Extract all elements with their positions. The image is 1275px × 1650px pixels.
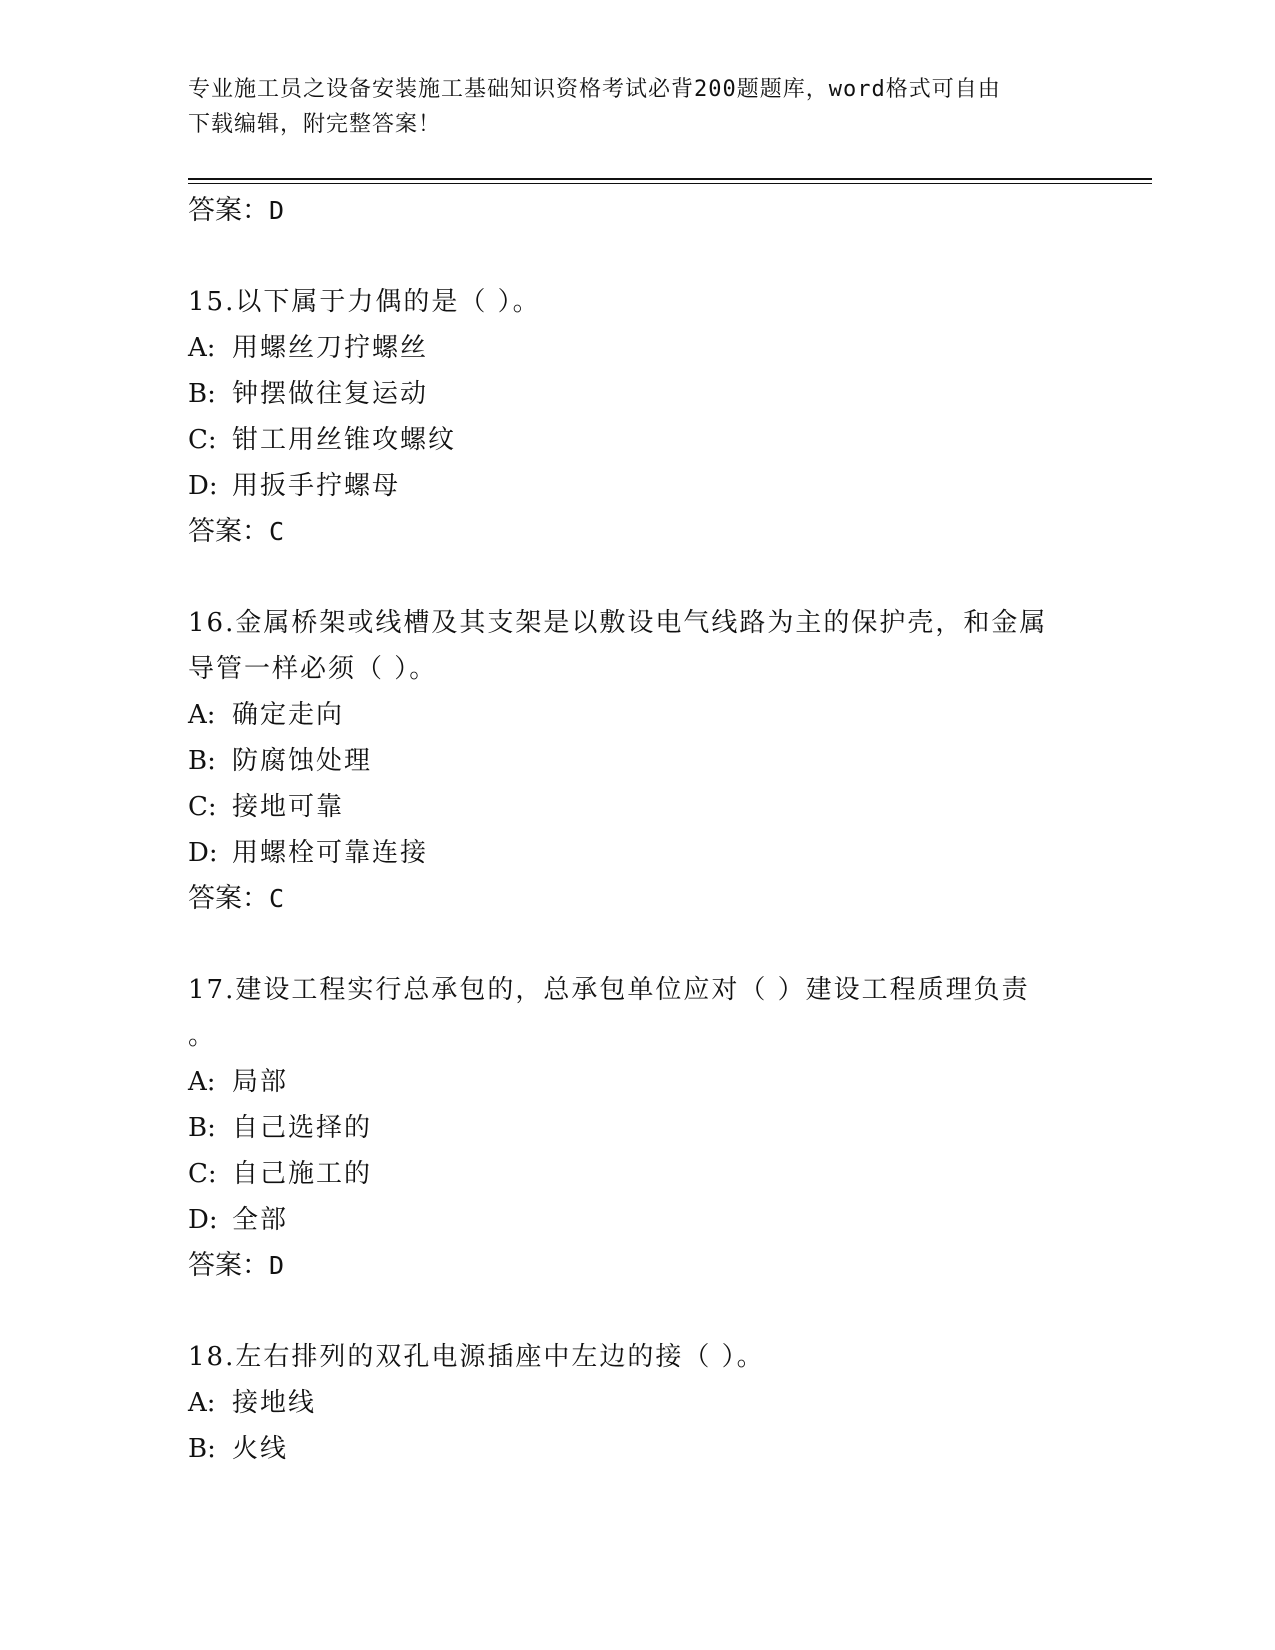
option-text: 接地线	[232, 1388, 317, 1418]
option-text: 局部	[232, 1067, 289, 1097]
option-text: 钟摆做往复运动	[232, 379, 429, 409]
answer	[188, 509, 1088, 555]
option-key: A:	[188, 700, 216, 730]
option-text: 确定走向	[232, 700, 345, 730]
answer	[188, 876, 1088, 922]
option-text: 用螺丝刀拧螺丝	[232, 333, 429, 363]
answer-label: 答案：	[188, 1250, 269, 1281]
question-list	[188, 188, 1088, 1472]
option-key: B:	[188, 1113, 216, 1143]
option-d	[188, 1197, 1088, 1243]
option-text: 全部	[232, 1205, 289, 1235]
option-d	[188, 463, 1088, 509]
header-line-1: 专业施工员之设备安装施工基础知识资格考试必背200题题库，word格式可自由	[188, 77, 1001, 102]
option-text: 火线	[232, 1434, 289, 1464]
answer-label: 答案：	[188, 883, 269, 914]
header-rule-thick	[188, 178, 1152, 180]
question-15	[188, 279, 1088, 555]
answer	[188, 1243, 1088, 1289]
option-b	[188, 1105, 1088, 1151]
option-b	[188, 371, 1088, 417]
document-header	[188, 72, 1068, 142]
question-title: 16.金属桥架或线槽及其支架是以敷设电气线路为主的保护壳，和金属	[188, 608, 1048, 638]
option-key: C:	[188, 792, 217, 822]
option-c	[188, 784, 1088, 830]
answer-value: C	[269, 517, 285, 546]
option-d	[188, 830, 1088, 876]
option-text: 自己施工的	[232, 1159, 373, 1189]
answer-value: C	[269, 884, 285, 913]
option-key: C:	[188, 425, 217, 455]
previous-answer	[188, 188, 1088, 234]
option-key: D:	[188, 838, 218, 868]
question-title: 18.左右排列的双孔电源插座中左边的接（ ）。	[188, 1342, 765, 1372]
header-rule-thin	[188, 183, 1152, 184]
option-text: 自己选择的	[232, 1113, 373, 1143]
option-key: D:	[188, 471, 218, 501]
question-16	[188, 600, 1088, 922]
question-title: 15.以下属于力偶的是（ ）。	[188, 287, 541, 317]
option-key: B:	[188, 1434, 216, 1464]
question-title-continued: 导管一样必须（ ）。	[188, 654, 438, 684]
option-text: 钳工用丝锥攻螺纹	[232, 425, 457, 455]
option-a	[188, 692, 1088, 738]
question-title: 17.建设工程实行总承包的，总承包单位应对（ ）建设工程质理负责	[188, 975, 1030, 1005]
option-a	[188, 1380, 1088, 1426]
question-title-continued: 。	[188, 1021, 217, 1051]
option-text: 防腐蚀处理	[232, 746, 373, 776]
option-b	[188, 1426, 1088, 1472]
option-key: B:	[188, 379, 216, 409]
answer-value: D	[269, 1251, 285, 1280]
option-key: D:	[188, 1205, 218, 1235]
option-key: A:	[188, 333, 216, 363]
header-line-2: 下载编辑，附完整答案！	[188, 112, 442, 137]
option-key: A:	[188, 1388, 216, 1418]
answer-value: D	[269, 196, 285, 225]
answer-label: 答案：	[188, 195, 269, 226]
option-text: 用螺栓可靠连接	[232, 838, 429, 868]
option-a	[188, 1059, 1088, 1105]
question-18	[188, 1334, 1088, 1472]
option-text: 接地可靠	[232, 792, 345, 822]
option-key: B:	[188, 746, 216, 776]
option-key: A:	[188, 1067, 216, 1097]
question-17	[188, 967, 1088, 1289]
option-text: 用扳手拧螺母	[232, 471, 401, 501]
option-key: C:	[188, 1159, 217, 1189]
option-c	[188, 417, 1088, 463]
option-a	[188, 325, 1088, 371]
answer-label: 答案：	[188, 516, 269, 547]
option-c	[188, 1151, 1088, 1197]
option-b	[188, 738, 1088, 784]
